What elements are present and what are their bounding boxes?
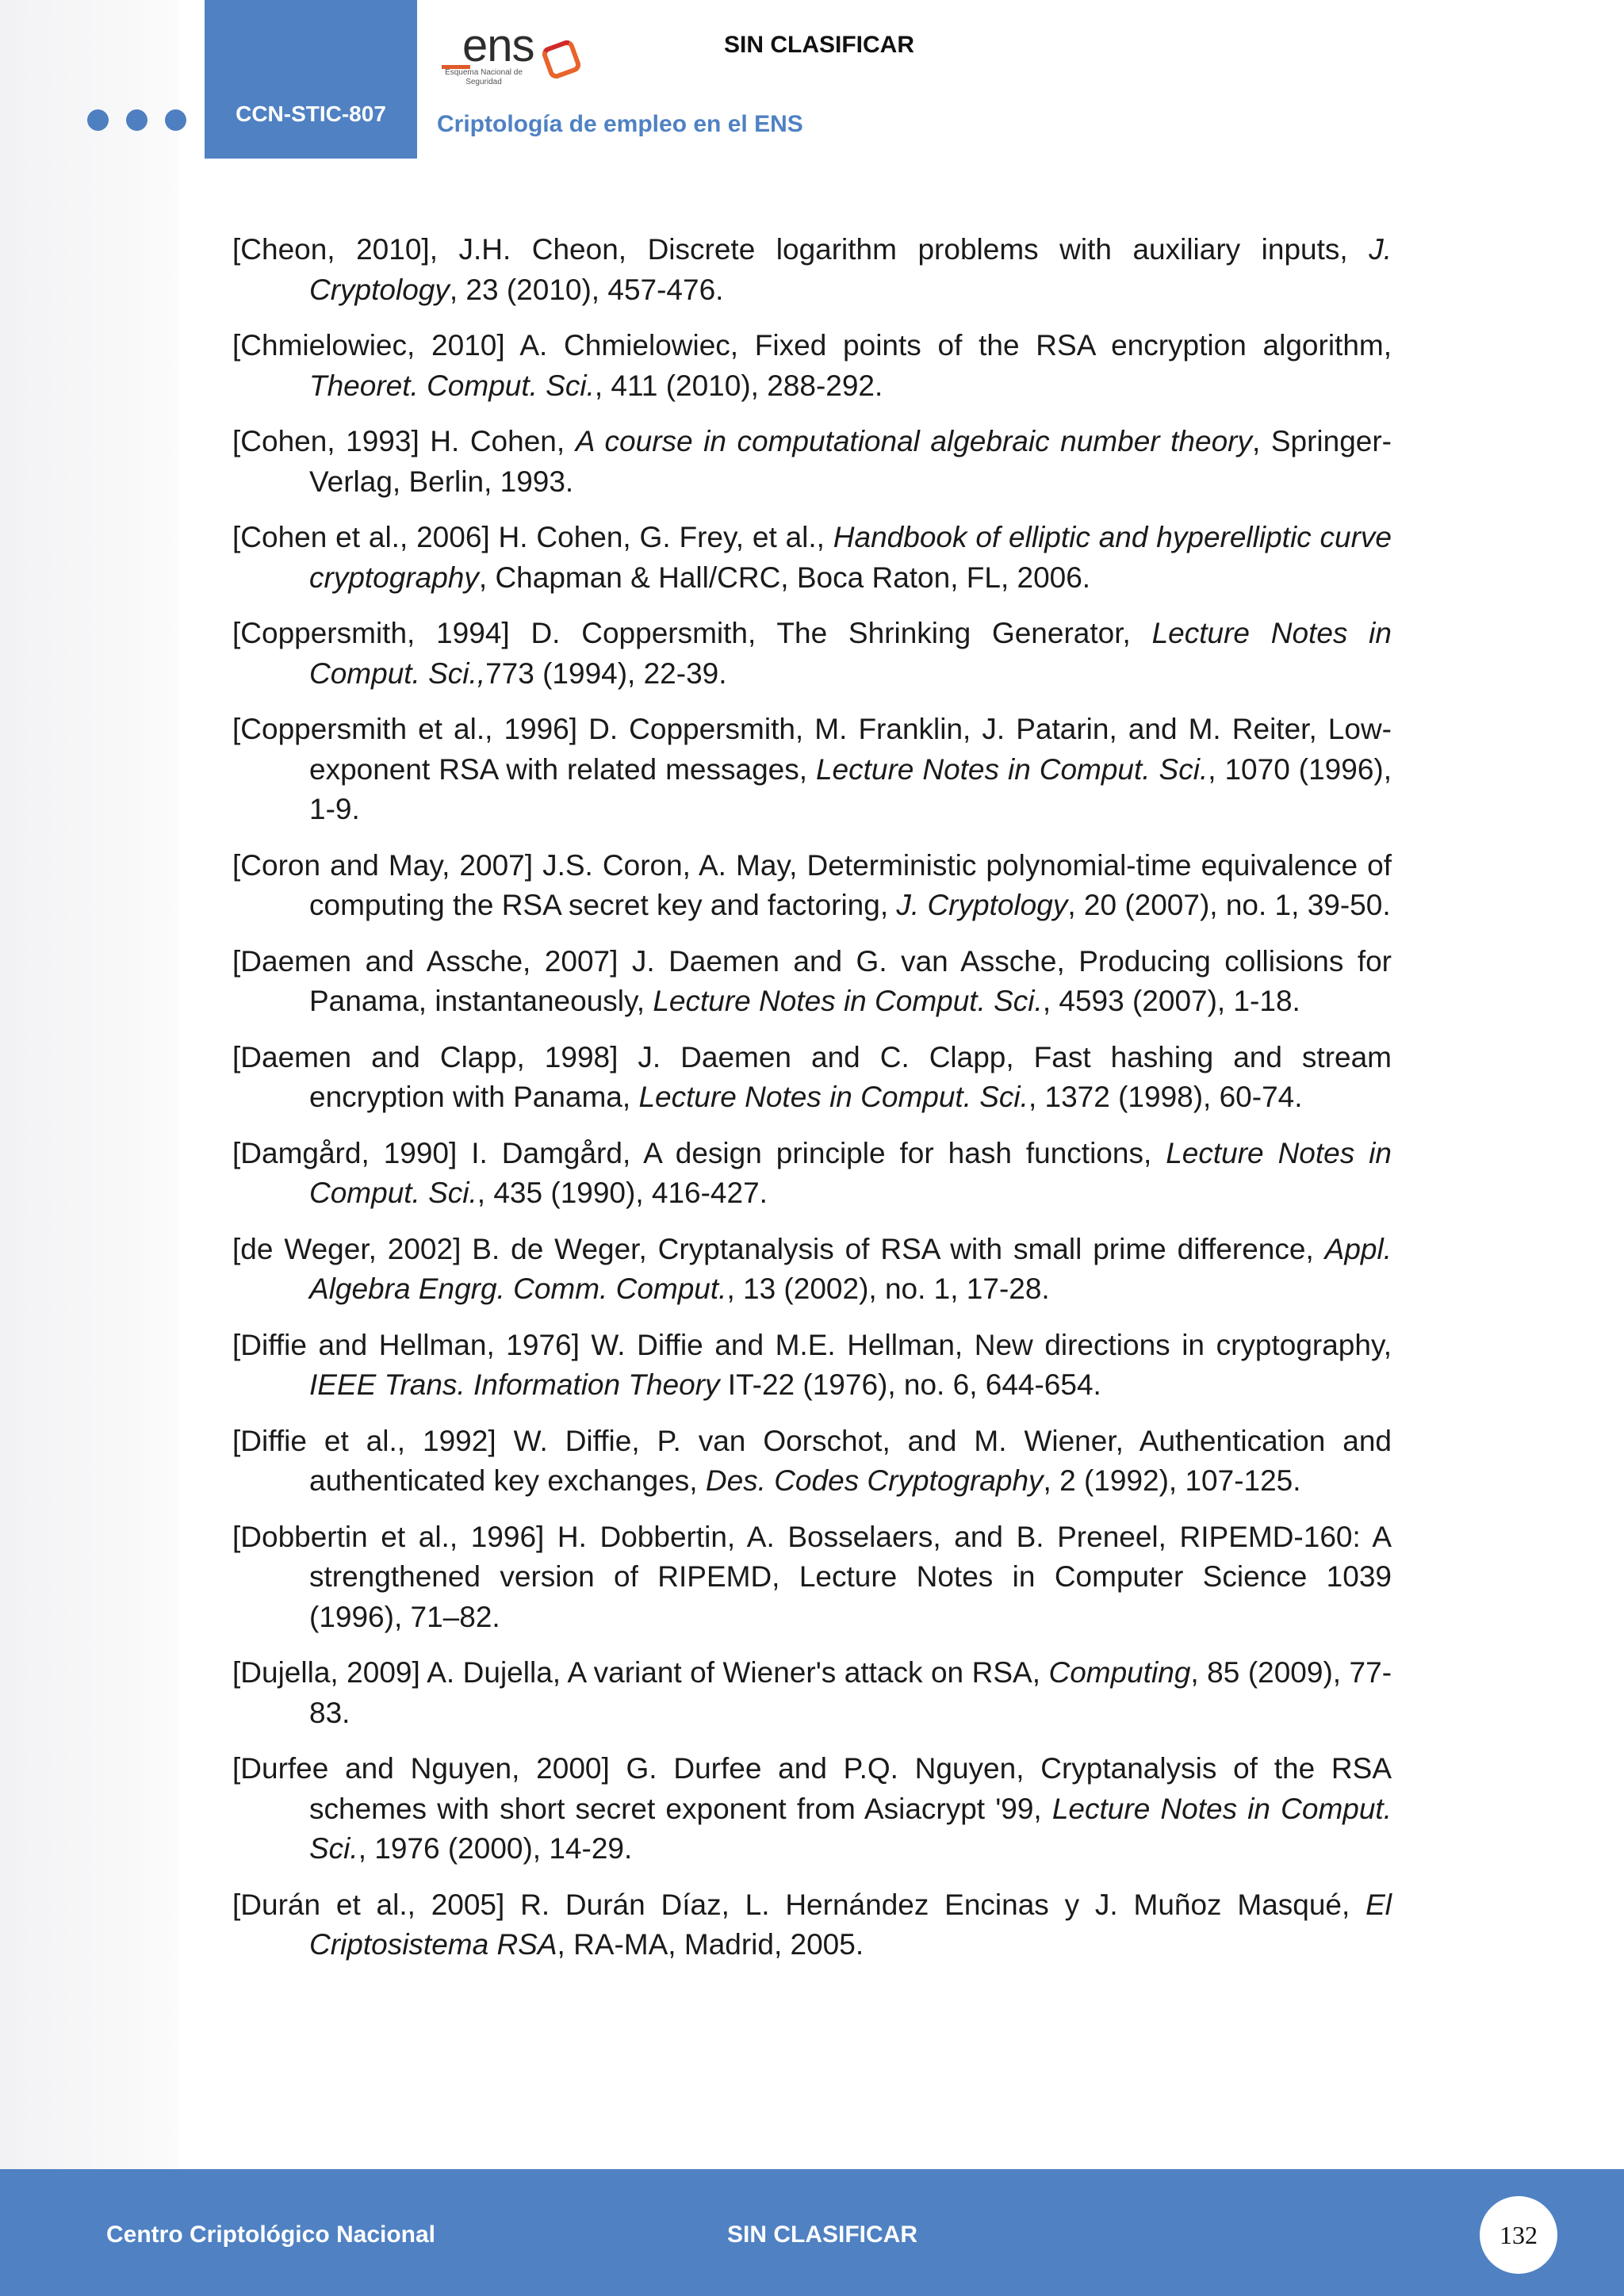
reference-source: Lecture Notes in Comput. Sci.	[815, 752, 1208, 786]
reference-key: [Coppersmith et al., 1996]	[232, 713, 578, 745]
reference-text: , 13 (2002), no. 1, 17-28.	[726, 1272, 1050, 1305]
left-margin-shade	[0, 0, 178, 2169]
reference-source: Lecture Notes in Comput. Sci.	[309, 1792, 1392, 1865]
reference-text: , 2 (1992), 107-125.	[1043, 1464, 1301, 1497]
reference-text: J.H. Cheon, Discrete logarithm problems with auxiliary inputs,	[437, 233, 1369, 266]
reference-list	[232, 230, 1392, 1981]
reference-entry	[232, 1038, 1392, 1118]
reference-key: [Daemen and Assche, 2007]	[232, 944, 619, 978]
reference-text: A. Chmielowiec, Fixed points of the RSA encryption algorithm,	[504, 329, 1392, 362]
reference-source: El Criptosistema RSA	[309, 1888, 1392, 1961]
reference-entry	[232, 614, 1392, 694]
reference-text: , 23 (2010), 457-476.	[449, 273, 724, 306]
reference-key: [de Weger, 2002]	[232, 1232, 462, 1265]
reference-key: [Diffie et al., 1992]	[232, 1424, 496, 1457]
reference-text: , 1976 (2000), 14-29.	[358, 1832, 633, 1865]
reference-key: [Damgård, 1990]	[232, 1136, 458, 1169]
reference-source: IEEE Trans. Information Theory	[309, 1368, 720, 1401]
reference-text: I. Damgård, A design principle for hash functions,	[457, 1136, 1166, 1169]
reference-text: A. Dujella, A variant of Wiener's attack on RSA,	[419, 1656, 1049, 1689]
reference-entry	[232, 326, 1392, 406]
reference-source: A course in computational algebraic number theory	[575, 425, 1252, 457]
reference-source: Handbook of elliptic and hyperelliptic curve cryptography	[309, 521, 1392, 594]
reference-source: Appl. Algebra Engrg. Comm. Comput.	[309, 1232, 1392, 1305]
reference-text: J. Daemen and G. van Assche, Producing collisions for Panama, instantaneously,	[309, 944, 1392, 1017]
dot-icon	[165, 109, 186, 131]
reference-source: Lecture Notes in Comput. Sci.	[653, 985, 1043, 1017]
header-dots	[87, 109, 186, 131]
reference-key: [Dobbertin et al., 1996]	[232, 1520, 545, 1553]
logo-subtitle: Esquema Nacional de Seguridad	[445, 68, 523, 86]
reference-entry	[232, 1517, 1392, 1638]
reference-entry	[232, 1653, 1392, 1733]
reference-key: [Cohen et al., 2006]	[232, 521, 490, 553]
reference-key: [Dujella, 2009]	[232, 1656, 420, 1689]
page-number: 132	[1500, 2220, 1538, 2249]
logo-mark-icon	[540, 38, 583, 81]
reference-text: , 20 (2007), no. 1, 39-50.	[1067, 889, 1391, 921]
reference-source: Lecture Notes in Comput. Sci.	[309, 1136, 1392, 1209]
reference-key: [Coron and May, 2007]	[232, 848, 534, 882]
reference-source: J. Cryptology	[309, 233, 1392, 306]
reference-text: W. Diffie and M.E. Hellman, New directions in cryptography,	[579, 1328, 1392, 1361]
header-title: Criptología de empleo en el ENS	[437, 111, 803, 137]
reference-entry	[232, 230, 1392, 310]
reference-text: , 435 (1990), 416-427.	[477, 1177, 768, 1209]
reference-key: [Cheon, 2010],	[232, 233, 438, 266]
reference-entry	[232, 518, 1392, 598]
reference-text: , 85 (2009), 77-83.	[309, 1656, 1392, 1729]
dot-icon	[87, 109, 109, 131]
footer-classification: SIN CLASIFICAR	[727, 2221, 917, 2248]
reference-source: Theoret. Comput. Sci.	[309, 369, 595, 402]
reference-text: H. Dobbertin, A. Bosselaers, and B. Preneel, RIPEMD-160: A strengthened version of RIPEMD, Lecture Notes in Computer Science 1039 (1996), 71–82.	[309, 1520, 1392, 1633]
reference-key: [Daemen and Clapp, 1998]	[232, 1040, 619, 1073]
reference-entry	[232, 942, 1392, 1022]
ens-logo	[440, 20, 583, 92]
doc-code: CCN-STIC-807	[236, 101, 386, 126]
reference-entry	[232, 1134, 1392, 1214]
reference-text: , 1372 (1998), 60-74.	[1028, 1081, 1303, 1113]
reference-text: H. Cohen, G. Frey, et al.,	[489, 521, 833, 553]
reference-key: [Cohen, 1993]	[232, 425, 419, 457]
logo-text: ens	[462, 20, 534, 71]
reference-entry	[232, 422, 1392, 502]
reference-source: Computing	[1048, 1656, 1191, 1689]
doc-code-box	[205, 0, 417, 159]
reference-source: Des. Codes Cryptography	[705, 1464, 1044, 1497]
reference-entry	[232, 1749, 1392, 1869]
reference-text: IT-22 (1976), no. 6, 644-654.	[719, 1368, 1101, 1401]
header-classification: SIN CLASIFICAR	[724, 32, 914, 58]
reference-text: D. Coppersmith, The Shrinking Generator,	[509, 617, 1152, 649]
reference-text: , 1070 (1996), 1-9.	[309, 752, 1392, 825]
reference-text: , Chapman & Hall/CRC, Boca Raton, FL, 2006.	[478, 561, 1091, 594]
reference-entry	[232, 846, 1392, 926]
reference-text: D. Coppersmith, M. Franklin, J. Patarin, and M. Reiter, Low-exponent RSA with related messages,	[309, 713, 1392, 786]
reference-text: J.S. Coron, A. May, Deterministic polynomial-time equivalence of computing the RSA secret key and factoring,	[309, 848, 1392, 921]
reference-text: G. Durfee and P.Q. Nguyen, Cryptanalysis of the RSA schemes with short secret exponent from Asiacrypt '99,	[309, 1752, 1392, 1825]
reference-text: , Springer-Verlag, Berlin, 1993.	[309, 425, 1392, 498]
reference-text: B. de Weger, Cryptanalysis of RSA with small prime difference,	[461, 1232, 1325, 1265]
reference-text: , 411 (2010), 288-292.	[594, 369, 883, 402]
reference-text: , RA-MA, Madrid, 2005.	[557, 1928, 864, 1961]
reference-key: [Diffie and Hellman, 1976]	[232, 1328, 580, 1361]
footer	[0, 2169, 1624, 2296]
reference-text: J. Daemen and C. Clapp, Fast hashing and stream encryption with Panama,	[309, 1040, 1392, 1113]
reference-entry	[232, 710, 1392, 830]
reference-key: [Durán et al., 2005]	[232, 1888, 505, 1921]
reference-entry	[232, 1326, 1392, 1406]
reference-key: [Chmielowiec, 2010]	[232, 329, 505, 362]
reference-source: Lecture Notes in Comput. Sci.,	[309, 617, 1392, 690]
reference-text: H. Cohen,	[419, 425, 576, 457]
reference-key: [Coppersmith, 1994]	[232, 617, 510, 649]
reference-text: W. Diffie, P. van Oorschot, and M. Wiener, Authentication and authenticated key exchanges,	[309, 1424, 1392, 1497]
reference-text: R. Durán Díaz, L. Hernández Encinas y J. Muñoz Masqué,	[504, 1888, 1366, 1921]
reference-text: , 4593 (2007), 1-18.	[1042, 985, 1300, 1017]
dot-icon	[126, 109, 147, 131]
page-number-badge	[1480, 2196, 1557, 2274]
reference-key: [Durfee and Nguyen, 2000]	[232, 1752, 610, 1785]
footer-organization: Centro Criptológico Nacional	[106, 2221, 436, 2248]
reference-source: J. Cryptology	[896, 889, 1068, 921]
reference-source: Lecture Notes in Comput. Sci.	[638, 1081, 1028, 1113]
reference-entry	[232, 1885, 1392, 1965]
reference-text: 773 (1994), 22-39.	[485, 656, 727, 690]
reference-entry	[232, 1422, 1392, 1502]
reference-entry	[232, 1230, 1392, 1310]
